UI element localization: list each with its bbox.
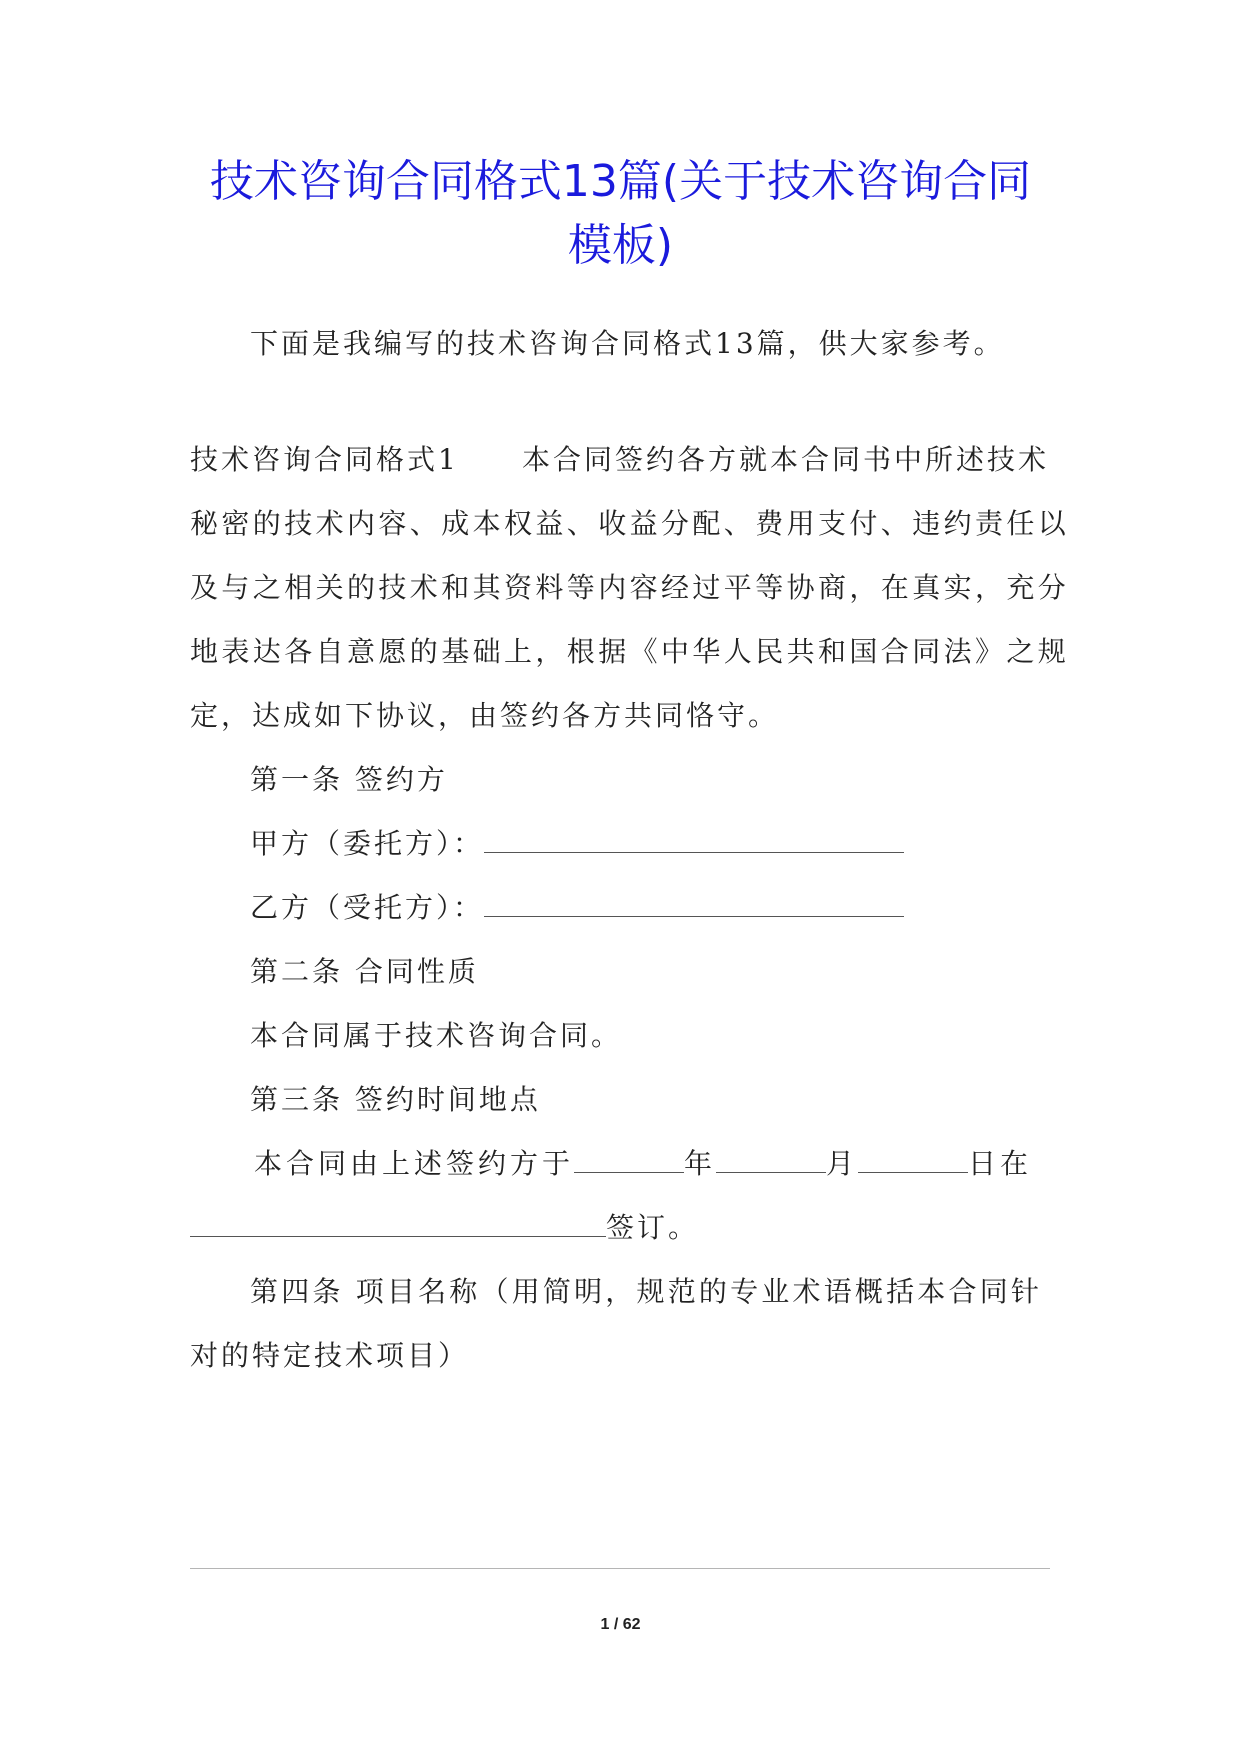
section-1-heading: 技术咨询合同格式1 <box>190 443 459 476</box>
party-a-row <box>250 822 904 862</box>
page-number: 1 / 62 <box>600 1616 641 1633</box>
title-line-1: 技术咨询合同格式13篇(关于技术咨询合同 <box>209 156 1032 207</box>
signed-label: 签订。 <box>606 1211 700 1244</box>
year-label: 年 <box>684 1147 717 1180</box>
signing-prefix: 本合同由上述签约方于 <box>254 1147 575 1180</box>
footer-divider <box>190 1568 1050 1569</box>
title-line-2: 模板) <box>567 220 674 271</box>
para-1-line-3: 及与之相关的技术和其资料等内容经过平等协商，在真实，充分 <box>190 571 1070 604</box>
signing-date-row <box>254 1142 1032 1182</box>
party-b-label: 乙方（受托方）： <box>250 891 485 924</box>
para-1-line-5: 定，达成如下协议，由签约各方共同恪守。 <box>190 699 780 732</box>
article-4-line-2: 对的特定技术项目） <box>190 1339 470 1372</box>
contract-nature-text: 本合同属于技术咨询合同。 <box>250 1019 623 1052</box>
article-4-line-1: 第四条 项目名称（用简明，规范的专业术语概括本合同针 <box>250 1275 1043 1308</box>
document-title <box>180 150 1061 278</box>
para-1-line-2: 秘密的技术内容、成本权益、收益分配、费用支付、违约责任以 <box>190 507 1070 540</box>
party-b-row <box>250 886 904 926</box>
day-at-label: 日在 <box>968 1147 1033 1180</box>
party-a-blank <box>484 830 904 853</box>
article-2-heading: 第二条 合同性质 <box>250 955 479 988</box>
article-3-heading: 第三条 签约时间地点 <box>250 1083 541 1116</box>
intro-text: 下面是我编写的技术咨询合同格式13篇，供大家参考。 <box>250 327 1005 360</box>
year-blank <box>574 1150 684 1173</box>
month-blank <box>716 1150 826 1173</box>
para-1-line-4: 地表达各自意愿的基础上，根据《中华人民共和国合同法》之规 <box>190 635 1070 668</box>
place-blank <box>190 1214 606 1237</box>
para-1-line-1: 本合同签约各方就本合同书中所述技术 <box>522 443 1050 476</box>
day-blank <box>858 1150 968 1173</box>
party-b-blank <box>484 894 904 917</box>
signing-place-row <box>190 1206 699 1246</box>
party-a-label: 甲方（委托方）： <box>250 827 485 860</box>
month-label: 月 <box>826 1147 859 1180</box>
article-1-heading: 第一条 签约方 <box>250 763 448 796</box>
